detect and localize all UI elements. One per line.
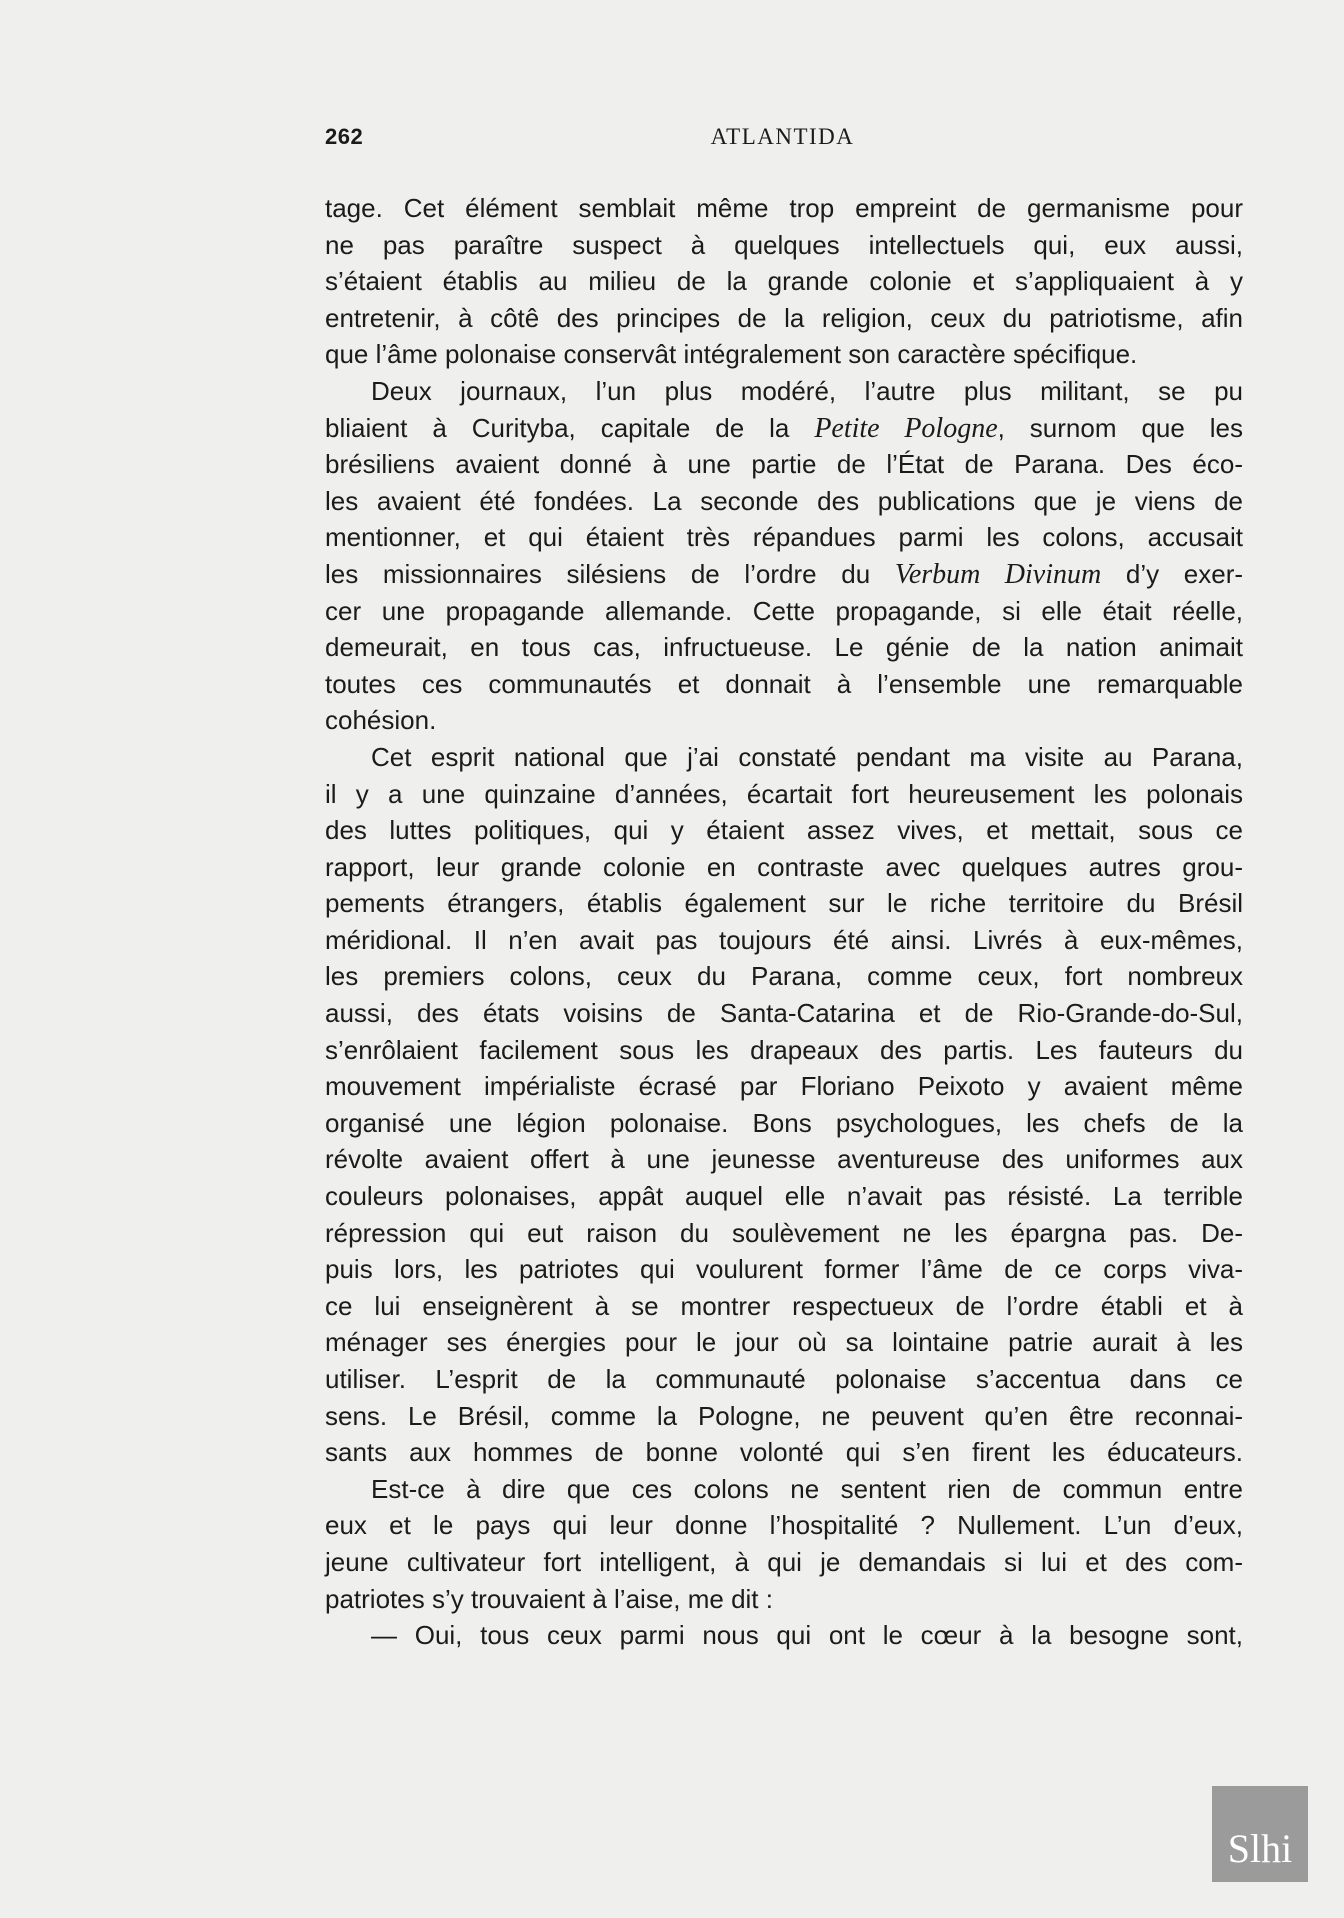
library-watermark-logo [1212,1786,1308,1882]
text-line: les missionnaires silésiens de l’ordre du Verbum Divinum d’y exer- [325,558,1244,590]
text-line: s’étaient établis au milieu de la grande colonie et s’appliquaient à y [325,266,1243,297]
text-line: mentionner, et qui étaient très répandues parmi les colons, accusait [325,522,1243,553]
text-line: cohésion. [325,705,437,736]
text-line: organisé une légion polonaise. Bons psychologues, les chefs de la [325,1107,1243,1138]
text-line: bliaient à Curityba, capitale de la Petite Pologne, surnom que les [325,412,1243,444]
text-line: demeurait, en tous cas, infructueuse. Le génie de la nation animait [325,632,1243,663]
text-line: Cet esprit national que j’ai constaté pendant ma visite au Parana, [371,741,1243,772]
text-line: sens. Le Brésil, comme la Pologne, ne peuvent qu’en être reconnai- [325,1400,1243,1431]
text-line: patriotes s’y trouvaient à l’aise, me dit : [325,1583,773,1614]
text-line: Est-ce à dire que ces colons ne sentent rien de commun entre [371,1473,1243,1504]
text-line: Deux journaux, l’un plus modéré, l’autre plus militant, se pu [371,375,1243,406]
paragraph [325,190,1243,373]
text-line: sants aux hommes de bonne volonté qui s’en firent les éducateurs. [325,1437,1243,1468]
text-line: ne pas paraître suspect à quelques intellectuels qui, eux aussi, [325,229,1243,260]
text-line: mouvement impérialiste écrasé par Floriano Peixoto y avaient même [325,1071,1243,1102]
text-line: tage. Cet élément semblait même trop empreint de germanisme pour [325,193,1243,223]
text-line: — Oui, tous ceux parmi nous qui ont le cœur à la besogne sont, [371,1620,1243,1651]
text-line: les avaient été fondées. La seconde des publications que je viens de [325,485,1243,516]
text-line: toutes ces communautés et donnait à l’ensemble une remarquable [325,668,1243,699]
text-line: aussi, des états voisins de Santa-Catarina et de Rio-Grande-do-Sul, [325,998,1243,1029]
text-line: entretenir, à côtê des principes de la religion, ceux du patriotisme, afin [325,302,1243,333]
text-line: il y a une quinzaine d’années, écartait fort heureusement les polonais [325,778,1243,809]
running-title: ATLANTIDA [710,124,855,149]
text-line: utiliser. L’esprit de la communauté polonaise s’accentua dans ce [325,1364,1243,1394]
page-header [325,124,1240,156]
italic-title: Verbum Divinum [894,558,1102,590]
text-line: rapport, leur grande colonie en contraste avec quelques autres grou- [325,851,1243,882]
text-line: puis lors, les patriotes qui voulurent former l’âme de ce corps viva- [325,1254,1243,1285]
text-line: brésiliens avaient donné à une partie de l’État de Parana. Des éco- [325,449,1243,480]
paragraph [325,373,1243,739]
text-line: jeune cultivateur fort intelligent, à qui je demandais si lui et des com- [325,1546,1243,1577]
text-line: couleurs polonaises, appât auquel elle n’avait pas résisté. La terrible [325,1181,1243,1212]
body-text [325,190,1243,1654]
text-line: cer une propagande allemande. Cette propagande, si elle était réelle, [325,595,1243,626]
text-line: s’enrôlaient facilement sous les drapeaux des partis. Les fauteurs du [325,1034,1243,1065]
text-line: pements étrangers, établis également sur le riche territoire du Brésil [325,888,1243,919]
text-line: méridional. Il n’en avait pas toujours été ainsi. Livrés à eux-mêmes, [325,924,1243,955]
text-line: les premiers colons, ceux du Parana, comme ceux, fort nombreux [325,961,1243,992]
text-line: eux et le pays qui leur donne l’hospitalité ? Nullement. L’un d’eux, [325,1510,1243,1541]
watermark-text: Slhi [1227,1826,1293,1871]
text-line: ce lui enseignèrent à se montrer respectueux de l’ordre établi et à [325,1290,1243,1321]
text-line: ménager ses énergies pour le jour où sa lointaine patrie aurait à les [325,1327,1243,1358]
text-line: révolte avaient offert à une jeunesse aventureuse des uniformes aux [325,1144,1243,1175]
text-line: répression qui eut raison du soulèvement ne les épargna pas. De- [325,1217,1243,1248]
paragraph [325,1471,1243,1617]
page-number: 262 [325,124,364,149]
text-line: que l’âme polonaise conservât intégralement son caractère spécifique. [325,339,1138,370]
text-line: des luttes politiques, qui y étaient assez vives, et mettait, sous ce [325,815,1243,846]
paragraph [325,739,1243,1471]
italic-title: Petite Pologne [814,412,998,444]
paragraph [325,1617,1243,1654]
